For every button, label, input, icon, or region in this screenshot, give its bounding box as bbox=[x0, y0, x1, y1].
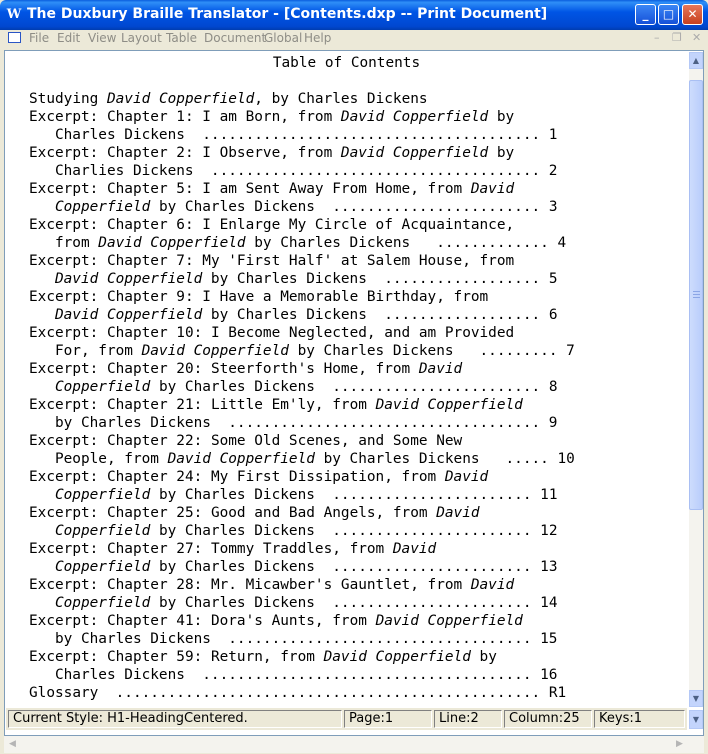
toc-line bbox=[55, 450, 575, 468]
toc-line bbox=[29, 432, 462, 450]
toc-text: Excerpt: Chapter 24: My First Dissipation, from bbox=[29, 469, 445, 485]
italic-title-text: David bbox=[470, 181, 515, 197]
statusbar-dropdown-icon[interactable]: ▼ bbox=[689, 710, 703, 729]
toc-text: Excerpt: Chapter 5: I am Sent Away From Home, from bbox=[29, 181, 471, 197]
mdi-minimize-icon[interactable]: – bbox=[654, 31, 660, 44]
toc-line bbox=[29, 540, 436, 558]
italic-title-text: Copperfield bbox=[54, 379, 151, 395]
toc-text: Glossary ................................................. R1 bbox=[29, 685, 567, 701]
toc-text: Excerpt: Chapter 22: Some Old Scenes, and Some New bbox=[29, 433, 463, 449]
italic-title-text: Copperfield bbox=[54, 487, 151, 503]
duxbury-app-icon[interactable]: W bbox=[6, 7, 22, 22]
menu-edit[interactable]: Edit bbox=[57, 31, 81, 45]
toc-line bbox=[29, 252, 514, 270]
toc-line bbox=[29, 684, 566, 702]
toc-line bbox=[55, 630, 558, 648]
toc-text: Excerpt: Chapter 21: Little Em'ly, from bbox=[29, 397, 376, 413]
toc-text: Excerpt: Chapter 28: Mr. Micawber's Gauntlet, from bbox=[29, 577, 471, 593]
toc-text: by Charles Dickens .................. 6 bbox=[202, 307, 558, 323]
status-line: Line:2 bbox=[434, 710, 502, 728]
toc-line bbox=[29, 468, 488, 486]
toc-line bbox=[29, 504, 480, 522]
toc-text: by Charles Dickens ......... 7 bbox=[288, 343, 575, 359]
close-icon[interactable]: ✕ bbox=[682, 4, 703, 25]
title-bar[interactable] bbox=[0, 0, 708, 30]
toc-line bbox=[55, 522, 558, 540]
toc-text: Excerpt: Chapter 9: I Have a Memorable Birthday, from bbox=[29, 289, 489, 305]
toc-line bbox=[29, 288, 488, 306]
menu-global[interactable]: Global bbox=[264, 31, 303, 45]
toc-line bbox=[55, 378, 558, 396]
toc-line bbox=[55, 414, 558, 432]
document-area[interactable] bbox=[6, 52, 687, 706]
toc-text: by Charles Dickens ....................... 11 bbox=[150, 487, 558, 503]
italic-title-text: David Copperfield bbox=[106, 91, 255, 107]
toc-text: by Charles Dickens ........................ 3 bbox=[150, 199, 558, 215]
toc-text: Excerpt: Chapter 41: Dora's Aunts, from bbox=[29, 613, 376, 629]
toc-text: Charles Dickens ....................................... 1 bbox=[54, 127, 558, 143]
horizontal-scrollbar[interactable] bbox=[4, 736, 704, 753]
minimize-icon[interactable]: _ bbox=[635, 4, 656, 25]
toc-text: by Charles Dickens ............. 4 bbox=[245, 235, 567, 251]
italic-title-text: David bbox=[392, 541, 437, 557]
toc-line bbox=[55, 270, 558, 288]
toc-text: People, from bbox=[54, 451, 168, 467]
toc-text: Studying bbox=[29, 91, 107, 107]
italic-title-text: Copperfield bbox=[54, 559, 151, 575]
italic-title-text: David bbox=[436, 505, 480, 521]
scroll-right-icon[interactable]: ▶ bbox=[671, 736, 688, 753]
mdi-close-icon[interactable]: ✕ bbox=[692, 31, 702, 44]
toc-line bbox=[29, 360, 462, 378]
toc-text: Excerpt: Chapter 7: My 'First Half' at Salem House, from bbox=[29, 253, 515, 269]
toc-text: by Charles Dickens ................................... 15 bbox=[54, 631, 558, 647]
italic-title-text: David Copperfield bbox=[375, 397, 523, 413]
italic-title-text: David Copperfield bbox=[375, 613, 523, 629]
italic-title-text: David bbox=[470, 577, 515, 593]
mdi-restore-icon[interactable]: ❐ bbox=[672, 31, 682, 44]
italic-title-text: Copperfield bbox=[54, 523, 151, 539]
italic-title-text: David Copperfield bbox=[54, 271, 203, 287]
toc-text: by Charles Dickens ........................ 8 bbox=[150, 379, 558, 395]
toc-text: by bbox=[488, 145, 515, 161]
toc-text: Excerpt: Chapter 25: Good and Bad Angels, from bbox=[29, 505, 437, 521]
toc-line bbox=[55, 126, 558, 144]
toc-text: Excerpt: Chapter 59: Return, from bbox=[29, 649, 324, 665]
toc-text: by Charles Dickens .................................... 9 bbox=[54, 415, 558, 431]
status-keys: Keys:1 bbox=[594, 710, 685, 728]
toc-text: Excerpt: Chapter 27: Tommy Traddles, from bbox=[29, 541, 393, 557]
toc-text: by Charles Dickens ....................... 14 bbox=[150, 595, 558, 611]
italic-title-text: David Copperfield bbox=[323, 649, 471, 665]
italic-title-text: David Copperfield bbox=[340, 109, 489, 125]
italic-title-text: David bbox=[418, 361, 463, 377]
maximize-icon[interactable]: □ bbox=[658, 4, 679, 25]
toc-text: by bbox=[488, 109, 515, 125]
toc-line bbox=[55, 342, 575, 360]
menu-bar bbox=[0, 30, 708, 48]
toc-line bbox=[29, 216, 514, 234]
toc-text: by Charles Dickens ....................... 13 bbox=[150, 559, 558, 575]
scroll-left-icon[interactable]: ◀ bbox=[4, 736, 21, 753]
menu-layout[interactable]: Layout bbox=[121, 31, 162, 45]
toc-line bbox=[55, 486, 558, 504]
toc-line bbox=[29, 180, 514, 198]
italic-title-text: David Copperfield bbox=[141, 343, 289, 359]
toc-text: Excerpt: Chapter 20: Steerforth's Home, from bbox=[29, 361, 419, 377]
toc-text: by Charles Dickens ....................... 12 bbox=[150, 523, 558, 539]
toc-text: from bbox=[54, 235, 99, 251]
toc-line bbox=[29, 576, 514, 594]
toc-line bbox=[55, 666, 558, 684]
italic-title-text: Copperfield bbox=[54, 595, 151, 611]
toc-line bbox=[29, 324, 514, 342]
toc-text: Charles Dickens ...................................... 16 bbox=[54, 667, 558, 683]
toc-text: Excerpt: Chapter 10: I Become Neglected, and am Provided bbox=[29, 325, 515, 341]
toc-line bbox=[55, 234, 566, 252]
toc-text: by Charles Dickens .................. 5 bbox=[202, 271, 558, 287]
toc-text: by Charles Dickens ..... 10 bbox=[314, 451, 575, 467]
toc-text: Excerpt: Chapter 2: I Observe, from bbox=[29, 145, 341, 161]
scroll-up-icon[interactable]: ▲ bbox=[689, 52, 703, 69]
italic-title-text: David Copperfield bbox=[98, 235, 246, 251]
toc-text: Charlies Dickens ...................................... 2 bbox=[54, 163, 558, 179]
menu-file[interactable]: File bbox=[29, 31, 50, 45]
toc-text: Excerpt: Chapter 1: I am Born, from bbox=[29, 109, 341, 125]
status-bar bbox=[6, 708, 687, 730]
menu-view[interactable]: View bbox=[88, 31, 117, 45]
menu-help[interactable]: Help bbox=[304, 31, 332, 45]
toc-line bbox=[29, 648, 497, 666]
toc-text: Excerpt: Chapter 6: I Enlarge My Circle of Acquaintance, bbox=[29, 217, 515, 233]
status-page: Page:1 bbox=[344, 710, 432, 728]
toc-text: For, from bbox=[54, 343, 142, 359]
document-window bbox=[4, 50, 704, 736]
toc-text: , by Charles Dickens bbox=[254, 91, 428, 107]
toc-text: by bbox=[470, 649, 497, 665]
document-icon[interactable] bbox=[8, 32, 21, 43]
toc-line bbox=[55, 198, 558, 216]
italic-title-text: David Copperfield bbox=[340, 145, 489, 161]
italic-title-text: David Copperfield bbox=[167, 451, 315, 467]
menu-document[interactable]: Document bbox=[204, 31, 267, 45]
status-current-style: Current Style: H1-HeadingCentered. bbox=[8, 710, 342, 728]
window-title: The Duxbury Braille Translator - [Contents.dxp -- Print Document] bbox=[27, 6, 548, 22]
italic-title-text: David Copperfield bbox=[54, 307, 203, 323]
italic-title-text: David bbox=[444, 469, 489, 485]
toc-line bbox=[29, 396, 523, 414]
toc-line bbox=[55, 558, 558, 576]
heading-table-of-contents: Table of Contents bbox=[272, 55, 421, 71]
scroll-thumb[interactable] bbox=[689, 80, 703, 510]
italic-title-text: Copperfield bbox=[54, 199, 151, 215]
toc-line bbox=[29, 612, 523, 630]
toc-line bbox=[29, 108, 514, 126]
toc-line bbox=[55, 594, 558, 612]
toc-line bbox=[55, 162, 558, 180]
toc-line bbox=[29, 90, 428, 108]
menu-table[interactable]: Table bbox=[166, 31, 198, 45]
toc-line bbox=[55, 306, 558, 324]
toc-line bbox=[29, 144, 514, 162]
status-column: Column:25 bbox=[504, 710, 592, 728]
vertical-scrollbar[interactable] bbox=[689, 52, 703, 707]
scroll-down-icon[interactable]: ▼ bbox=[689, 690, 703, 707]
